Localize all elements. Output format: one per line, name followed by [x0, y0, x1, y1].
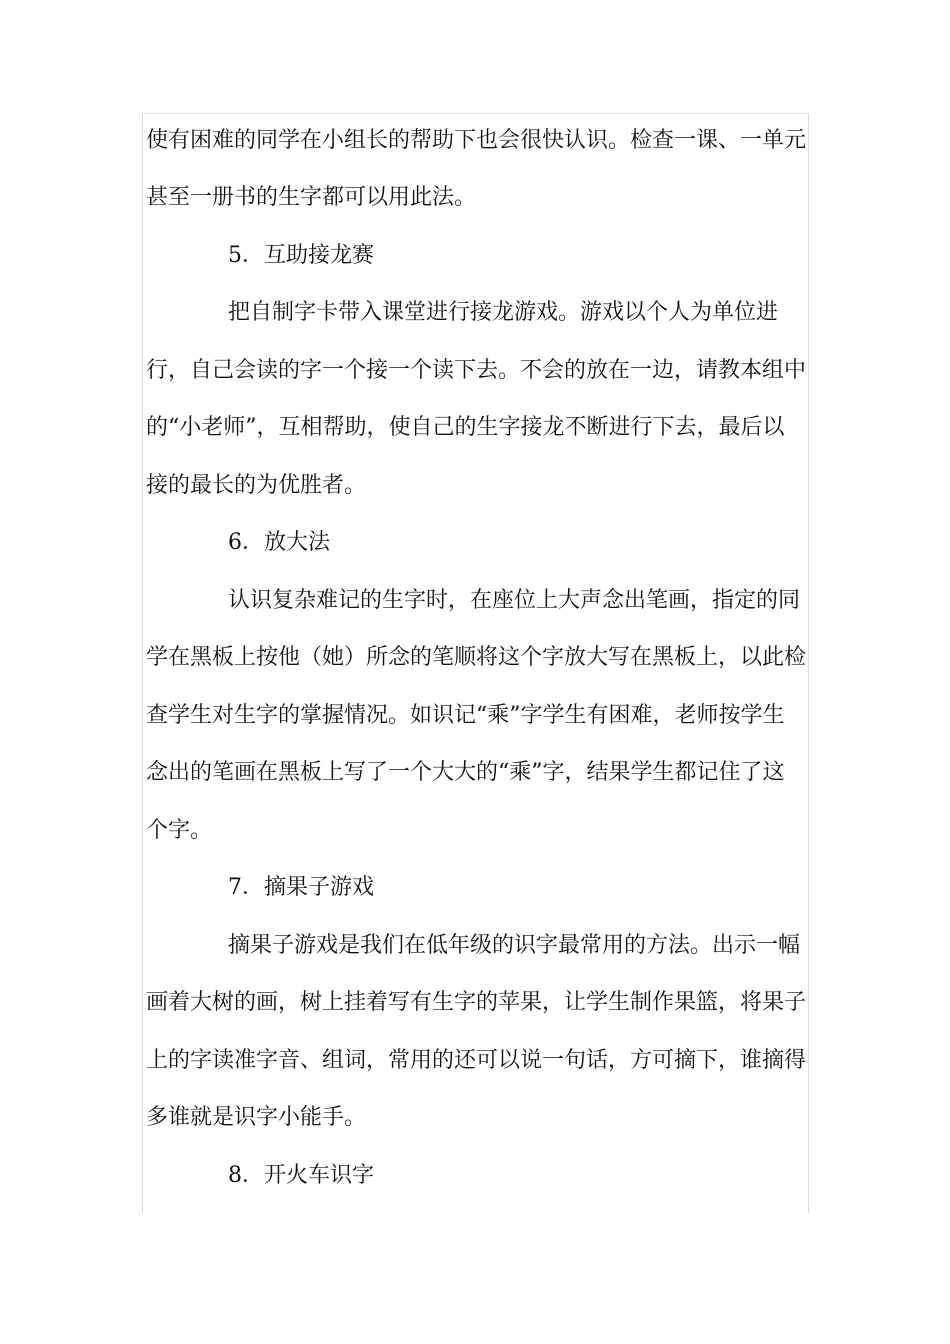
paragraph-line: 接的最长的为优胜者。 [146, 473, 367, 498]
section-heading-8: 8．开火车识字 [228, 1163, 374, 1188]
paragraph-line: 行，自己会读的字一个接一个读下去。不会的放在一边，请教本组中 [146, 358, 807, 383]
paragraph-line: 甚至一册书的生字都可以用此法。 [146, 185, 477, 210]
paragraph-line: 上的字读准字音、组词，常用的还可以说一句话，方可摘下，谁摘得 [146, 1048, 807, 1073]
paragraph-line: 使有困难的同学在小组长的帮助下也会很快认识。检查一课、一单元 [146, 128, 807, 153]
paragraph-line: 画着大树的画，树上挂着写有生字的苹果，让学生制作果篮，将果子 [146, 990, 807, 1015]
paragraph-line: 个字。 [146, 818, 213, 843]
paragraph-line: 的“小老师”，互相帮助，使自己的生字接龙不断进行下去，最后以 [146, 415, 785, 440]
section-heading-5: 5．互助接龙赛 [228, 243, 374, 268]
paragraph-line: 念出的笔画在黑板上写了一个大大的“乘”字，结果学生都记住了这 [146, 760, 785, 785]
paragraph-line: 多谁就是识字小能手。 [146, 1105, 367, 1130]
paragraph-line: 认识复杂难记的生字时，在座位上大声念出笔画，指定的同 [228, 588, 801, 613]
section-heading-7: 7．摘果子游戏 [228, 875, 374, 900]
paragraph-line: 摘果子游戏是我们在低年级的识字最常用的方法。出示一幅 [228, 933, 801, 958]
section-heading-6: 6．放大法 [228, 530, 330, 555]
paragraph-line: 把自制字卡带入课堂进行接龙游戏。游戏以个人为单位进 [228, 300, 779, 325]
paragraph-line: 学在黑板上按他（她）所念的笔顺将这个字放大写在黑板上，以此检 [146, 645, 807, 670]
paragraph-line: 查学生对生字的掌握情况。如识记“乘”字学生有困难，老师按学生 [146, 703, 785, 728]
